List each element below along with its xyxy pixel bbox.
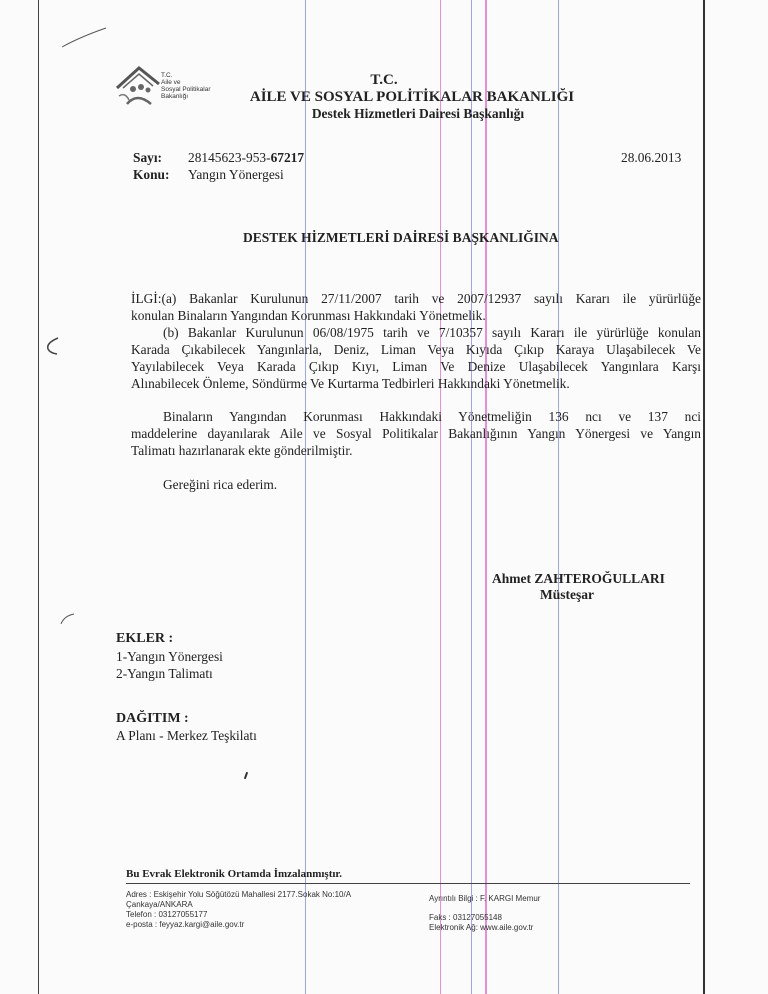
scan-line [471,0,472,994]
pen-stroke-mark [60,25,110,50]
ilgi-line: İLGİ:(a) Bakanlar Kurulunun 27/11/2007 tarih ve 2007/12937 sayılı Kararı ile yürürlüğe [131,291,701,306]
dagitim-text: A Planı - Merkez Teşkilatı [116,728,257,743]
closing-line: Gereğini rica ederim. [163,477,278,492]
ilgi-line: konulan Binaların Yangından Korunması Hakkındaki Yönetmelik. [131,308,486,323]
header-ministry-name: AİLE VE SOSYAL POLİTİKALAR BAKANLIĞI [249,89,575,105]
sayi-value [188,149,304,166]
ekler-heading: EKLER : [116,631,174,646]
ekler-item: 1-Yangın Yönergesi [116,649,223,664]
logo-text-line: Aile ve [161,79,181,86]
footer-phone: Telefon : 03127055177 [126,910,208,919]
date: 28.06.2013 [621,150,682,165]
ilgi-paragraph [131,290,701,392]
esign-notice: Bu Evrak Elektronik Ortamda İmzalanmıştır. [126,868,343,880]
ilgi-line: Alınabilecek Önleme, Söndürme Ve Kurtarma Tedbirleri Hakkındaki Yönetmelik. [131,376,570,391]
footer-city: Çankaya/ANKARA [126,900,193,909]
footer-fax: Faks : 03127055148 [429,913,502,922]
scan-line [703,0,705,994]
scan-line [558,0,559,994]
footer-website: Elektronik Ağ: www.aile.gov.tr [429,923,534,932]
ilgi-line: Karada Çıkabilecek Yangınlarla, Deniz, Liman Veya Kıyıda Çıkıp Karaya Ulaşabilecek Ve [131,342,701,357]
margin-hole-punch-mark [42,335,60,357]
body-line: maddelerine dayanılarak Aile ve Sosyal Politikalar Bakanlığının Yangın Yönergesi ve Yangın [131,426,701,441]
logo-text-line: Sosyal Politikalar [161,86,211,93]
footer-contact-right [429,894,540,933]
konu-value: Yangın Yönergesi [188,167,284,182]
scan-line [440,0,441,994]
sayi-number: 28145623-953- [188,150,271,165]
footer-detail-contact: Ayrıntılı Bilgi : F. KARGI Memur [429,894,541,903]
footer-rule [126,883,690,884]
body-paragraph [131,408,701,459]
logo-text-line: T.C. [161,72,173,79]
ekler-item: 2-Yangın Talimatı [116,666,213,681]
ilgi-line: Yayılabilecek Veya Karada Çıkıp Kıyı, Liman Ve Denize Ulaşabilecek Yangınlara Karşı [131,359,701,374]
scan-line [38,0,39,994]
margin-fold-mark [58,612,76,626]
scan-line [485,0,487,994]
header-tc: T.C. [370,72,398,88]
dagitim-heading: DAĞITIM : [116,711,189,726]
signer-title: Müsteşar [540,587,594,602]
sayi-label: Sayı: [133,150,163,165]
logo-text-line: Bakanlığı [161,93,189,100]
footer-email: e-posta : feyyaz.kargi@aile.gov.tr [126,920,245,929]
body-line: Talimatı hazırlanarak ekte gönderilmiştir. [131,443,353,458]
header-department: Destek Hizmetleri Dairesi Başkanlığı [311,106,525,121]
ilgi-line: (b) Bakanlar Kurulunun 06/08/1975 tarih ve 7/10357 sayılı Kararı ile yürürlüğe konulan [163,325,701,340]
body-line: Binaların Yangından Korunması Hakkındaki Yönetmeliğin 136 ncı ve 137 nci [163,409,701,424]
signer-name: Ahmet ZAHTEROĞULLARI [492,571,665,586]
footer-address: Adres : Eskişehir Yolu Söğütözü Mahallesi 2177.Sokak No:10/A [126,890,352,899]
scan-line [305,0,306,994]
konu-label: Konu: [133,167,170,182]
footer-contact-left [126,890,351,930]
pen-tick-mark [244,772,248,779]
sayi-number-bold: 67217 [270,150,305,165]
recipient-heading: DESTEK HİZMETLERİ DAİRESİ BAŞKANLIĞINA [243,230,559,245]
